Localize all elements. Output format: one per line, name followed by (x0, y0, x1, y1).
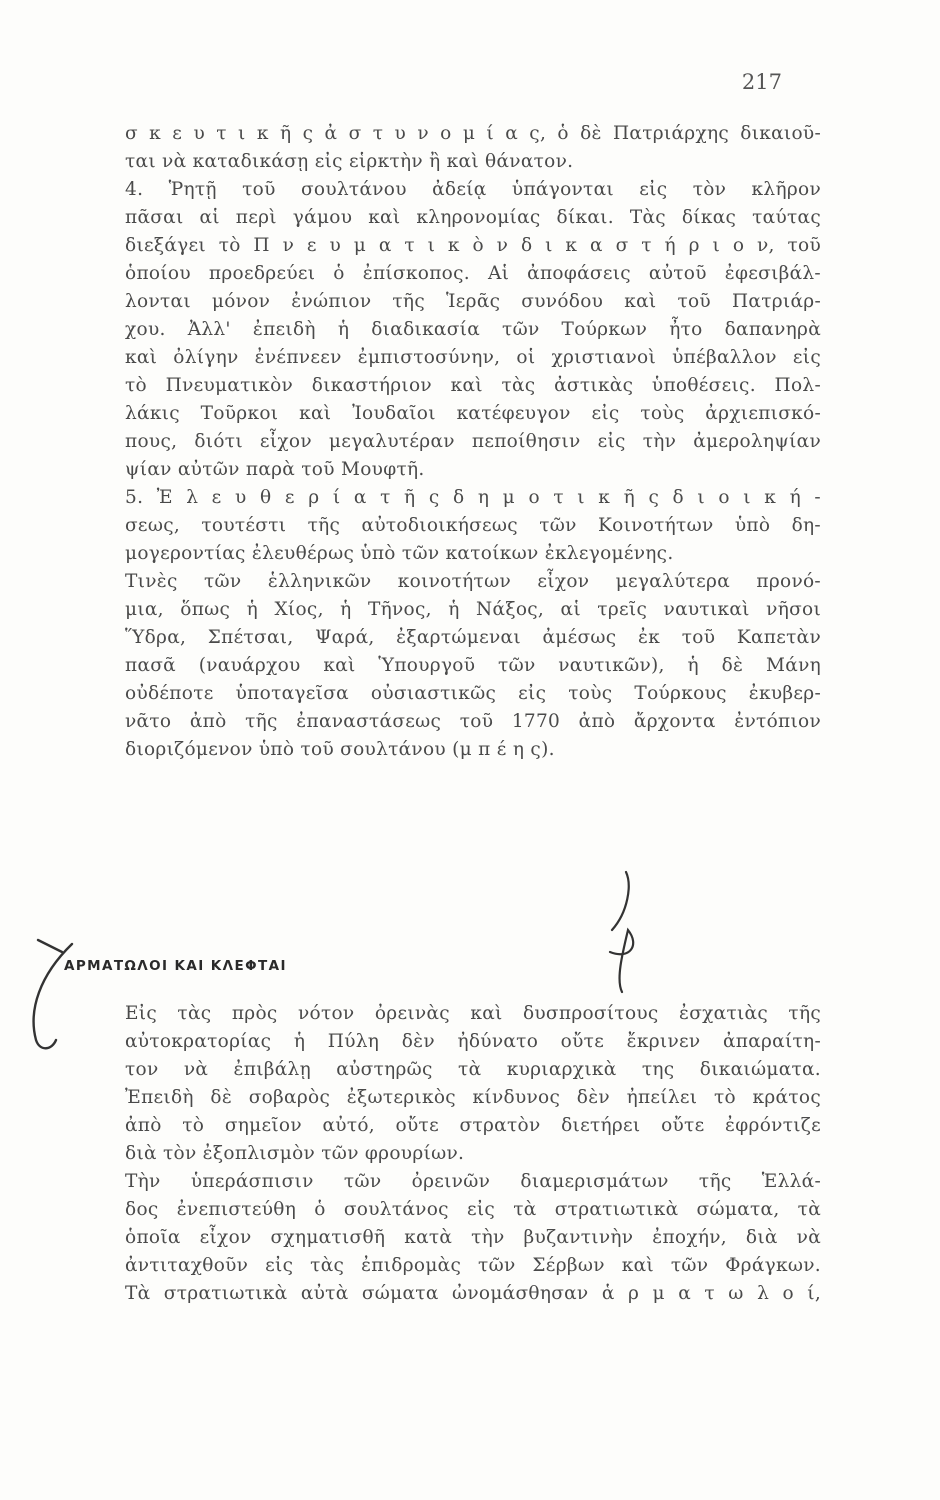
text-line: ψίαν αὐτῶν παρὰ τοῦ Μουφτῆ. (125, 459, 425, 480)
text-line: Τὰ στρατιωτικὰ αὐτὰ σώματα ὠνομάσθησαν ἁ ρ μ α τ ω λ ο ί, (125, 1283, 821, 1304)
text-line: σεως, τουτέστι τῆς αὐτοδιοικήσεως τῶν Κοινοτήτων ὑπὸ δη- (125, 515, 821, 536)
text-line: διοριζόμενον ὑπὸ τοῦ σουλτάνου (μ π έ η ς). (125, 739, 555, 760)
text-line: διὰ τὸν ἐξοπλισμὸν τῶν φρουρίων. (125, 1143, 465, 1164)
text-line: μια, ὅπως ἡ Χίος, ἡ Τῆνος, ἡ Νάξος, αἱ τρεῖς ναυτικαὶ νῆσοι (125, 599, 821, 620)
right-bracket-mark (610, 872, 633, 992)
text-line: Εἰς τὰς πρὸς νότον ὀρεινὰς καὶ δυσπροσίτους ἐσχατιὰς τῆς (125, 1003, 821, 1024)
text-line: ὁποίου προεδρεύει ὁ ἐπίσκοπος. Αἱ ἀποφάσεις αὐτοῦ ἐφεσιβάλ- (125, 263, 821, 284)
text-line: λονται μόνον ἐνώπιον τῆς Ἱερᾶς συνόδου καὶ τοῦ Πατριάρ- (125, 291, 821, 312)
text-line: 5. Ἐ λ ε υ θ ε ρ ί α τ ῆ ς δ η μ ο τ ι κ ῆ ς δ ι ο ι κ ή - (125, 487, 821, 508)
text-line: χου. Ἀλλ' ἐπειδὴ ἡ διαδικασία τῶν Τούρκων ἦτο δαπανηρὰ (125, 319, 821, 340)
text-line: Τινὲς τῶν ἑλληνικῶν κοινοτήτων εἶχον μεγαλύτερα προνό- (125, 571, 821, 592)
text-line: τον νὰ ἐπιβάλῃ αὐστηρῶς τὰ κυριαρχικὰ της δικαιώματα. (125, 1059, 821, 1080)
text-line: σ κ ε υ τ ι κ ῆ ς ἀ σ τ υ ν ο μ ί α ς, ὁ δὲ Πατριάρχης δικαιοῦ- (125, 123, 821, 144)
body-text-lower (125, 1000, 821, 1308)
text-line: Ἐπειδὴ δὲ σοβαρὸς ἐξωτερικὸς κίνδυνος δὲν ἠπείλει τὸ κράτος (125, 1087, 821, 1108)
text-line: λάκις Τοῦρκοι καὶ Ἰουδαῖοι κατέφευγον εἰς τοὺς ἀρχιεπισκό- (125, 403, 821, 424)
text-line: ἀντιταχθοῦν εἰς τὰς ἐπιδρομὰς τῶν Σέρβων καὶ τῶν Φράγκων. (125, 1255, 821, 1276)
text-line: ἀπὸ τὸ σημεῖον αὐτό, οὔτε στρατὸν διετήρει οὔτε ἐφρόντιζε (125, 1115, 821, 1136)
text-line: Τὴν ὑπεράσπισιν τῶν ὀρεινῶν διαμερισμάτων τῆς Ἑλλά- (125, 1171, 821, 1192)
text-line: καὶ ὀλίγην ἐνέπνεεν ἐμπιστοσύνην, οἱ χριστιανοὶ ὑπέβαλλον εἰς (125, 347, 821, 368)
text-line: διεξάγει τὸ Π ν ε υ μ α τ ι κ ὸ ν δ ι κ α σ τ ή ρ ι ο ν, τοῦ (125, 235, 821, 256)
text-line: πασᾶ (ναυάρχου καὶ Ὑπουργοῦ τῶν ναυτικῶν), ἡ δὲ Μάνη (125, 655, 821, 676)
body-text-upper (125, 120, 821, 764)
page-number: 217 (741, 70, 782, 94)
text-line: δος ἐνεπιστεύθη ὁ σουλτάνος εἰς τὰ στρατιωτικὰ σώματα, τὰ (125, 1199, 821, 1220)
text-line: 4. Ῥητῇ τοῦ σουλτάνου ἀδείᾳ ὑπάγονται εἰς τὸν κλῆρον (125, 179, 821, 200)
text-line: μογεροντίας ἐλευθέρως ὑπὸ τῶν κατοίκων ἐκλεγομένης. (125, 543, 674, 564)
text-line: αὐτοκρατορίας ἡ Πύλη δὲν ἠδύνατο οὔτε ἔκρινεν ἀπαραίτη- (125, 1031, 821, 1052)
text-line: ὁποῖα εἶχον σχηματισθῆ κατὰ τὴν βυζαντινὴν ἐποχήν, διὰ νὰ (125, 1227, 821, 1248)
left-bracket-mark (34, 940, 72, 1048)
text-line: ται νὰ καταδικάσῃ εἰς εἱρκτὴν ἢ καὶ θάνατον. (125, 151, 574, 172)
text-line: οὐδέποτε ὑποταγεῖσα οὐσιαστικῶς εἰς τοὺς Τούρκους ἐκυβερ- (125, 683, 821, 704)
section-heading: ΑΡΜΑΤΩΛΟΙ ΚΑΙ ΚΛΕΦΤΑΙ (64, 958, 287, 974)
text-line: τὸ Πνευματικὸν δικαστήριον καὶ τὰς ἀστικὰς ὑποθέσεις. Πολ- (125, 375, 821, 396)
text-line: νᾶτο ἀπὸ τῆς ἐπαναστάσεως τοῦ 1770 ἀπὸ ἄρχοντα ἐντόπιον (125, 711, 821, 732)
text-line: πᾶσαι αἱ περὶ γάμου καὶ κληρονομίας δίκαι. Τὰς δίκας ταύτας (125, 207, 821, 228)
text-line: πους, διότι εἶχον μεγαλυτέραν πεποίθησιν εἰς τὴν ἀμεροληψίαν (125, 431, 821, 452)
text-line: Ὕδρα, Σπέτσαι, Ψαρά, ἐξαρτώμεναι ἀμέσως ἐκ τοῦ Καπετὰν (125, 627, 821, 648)
